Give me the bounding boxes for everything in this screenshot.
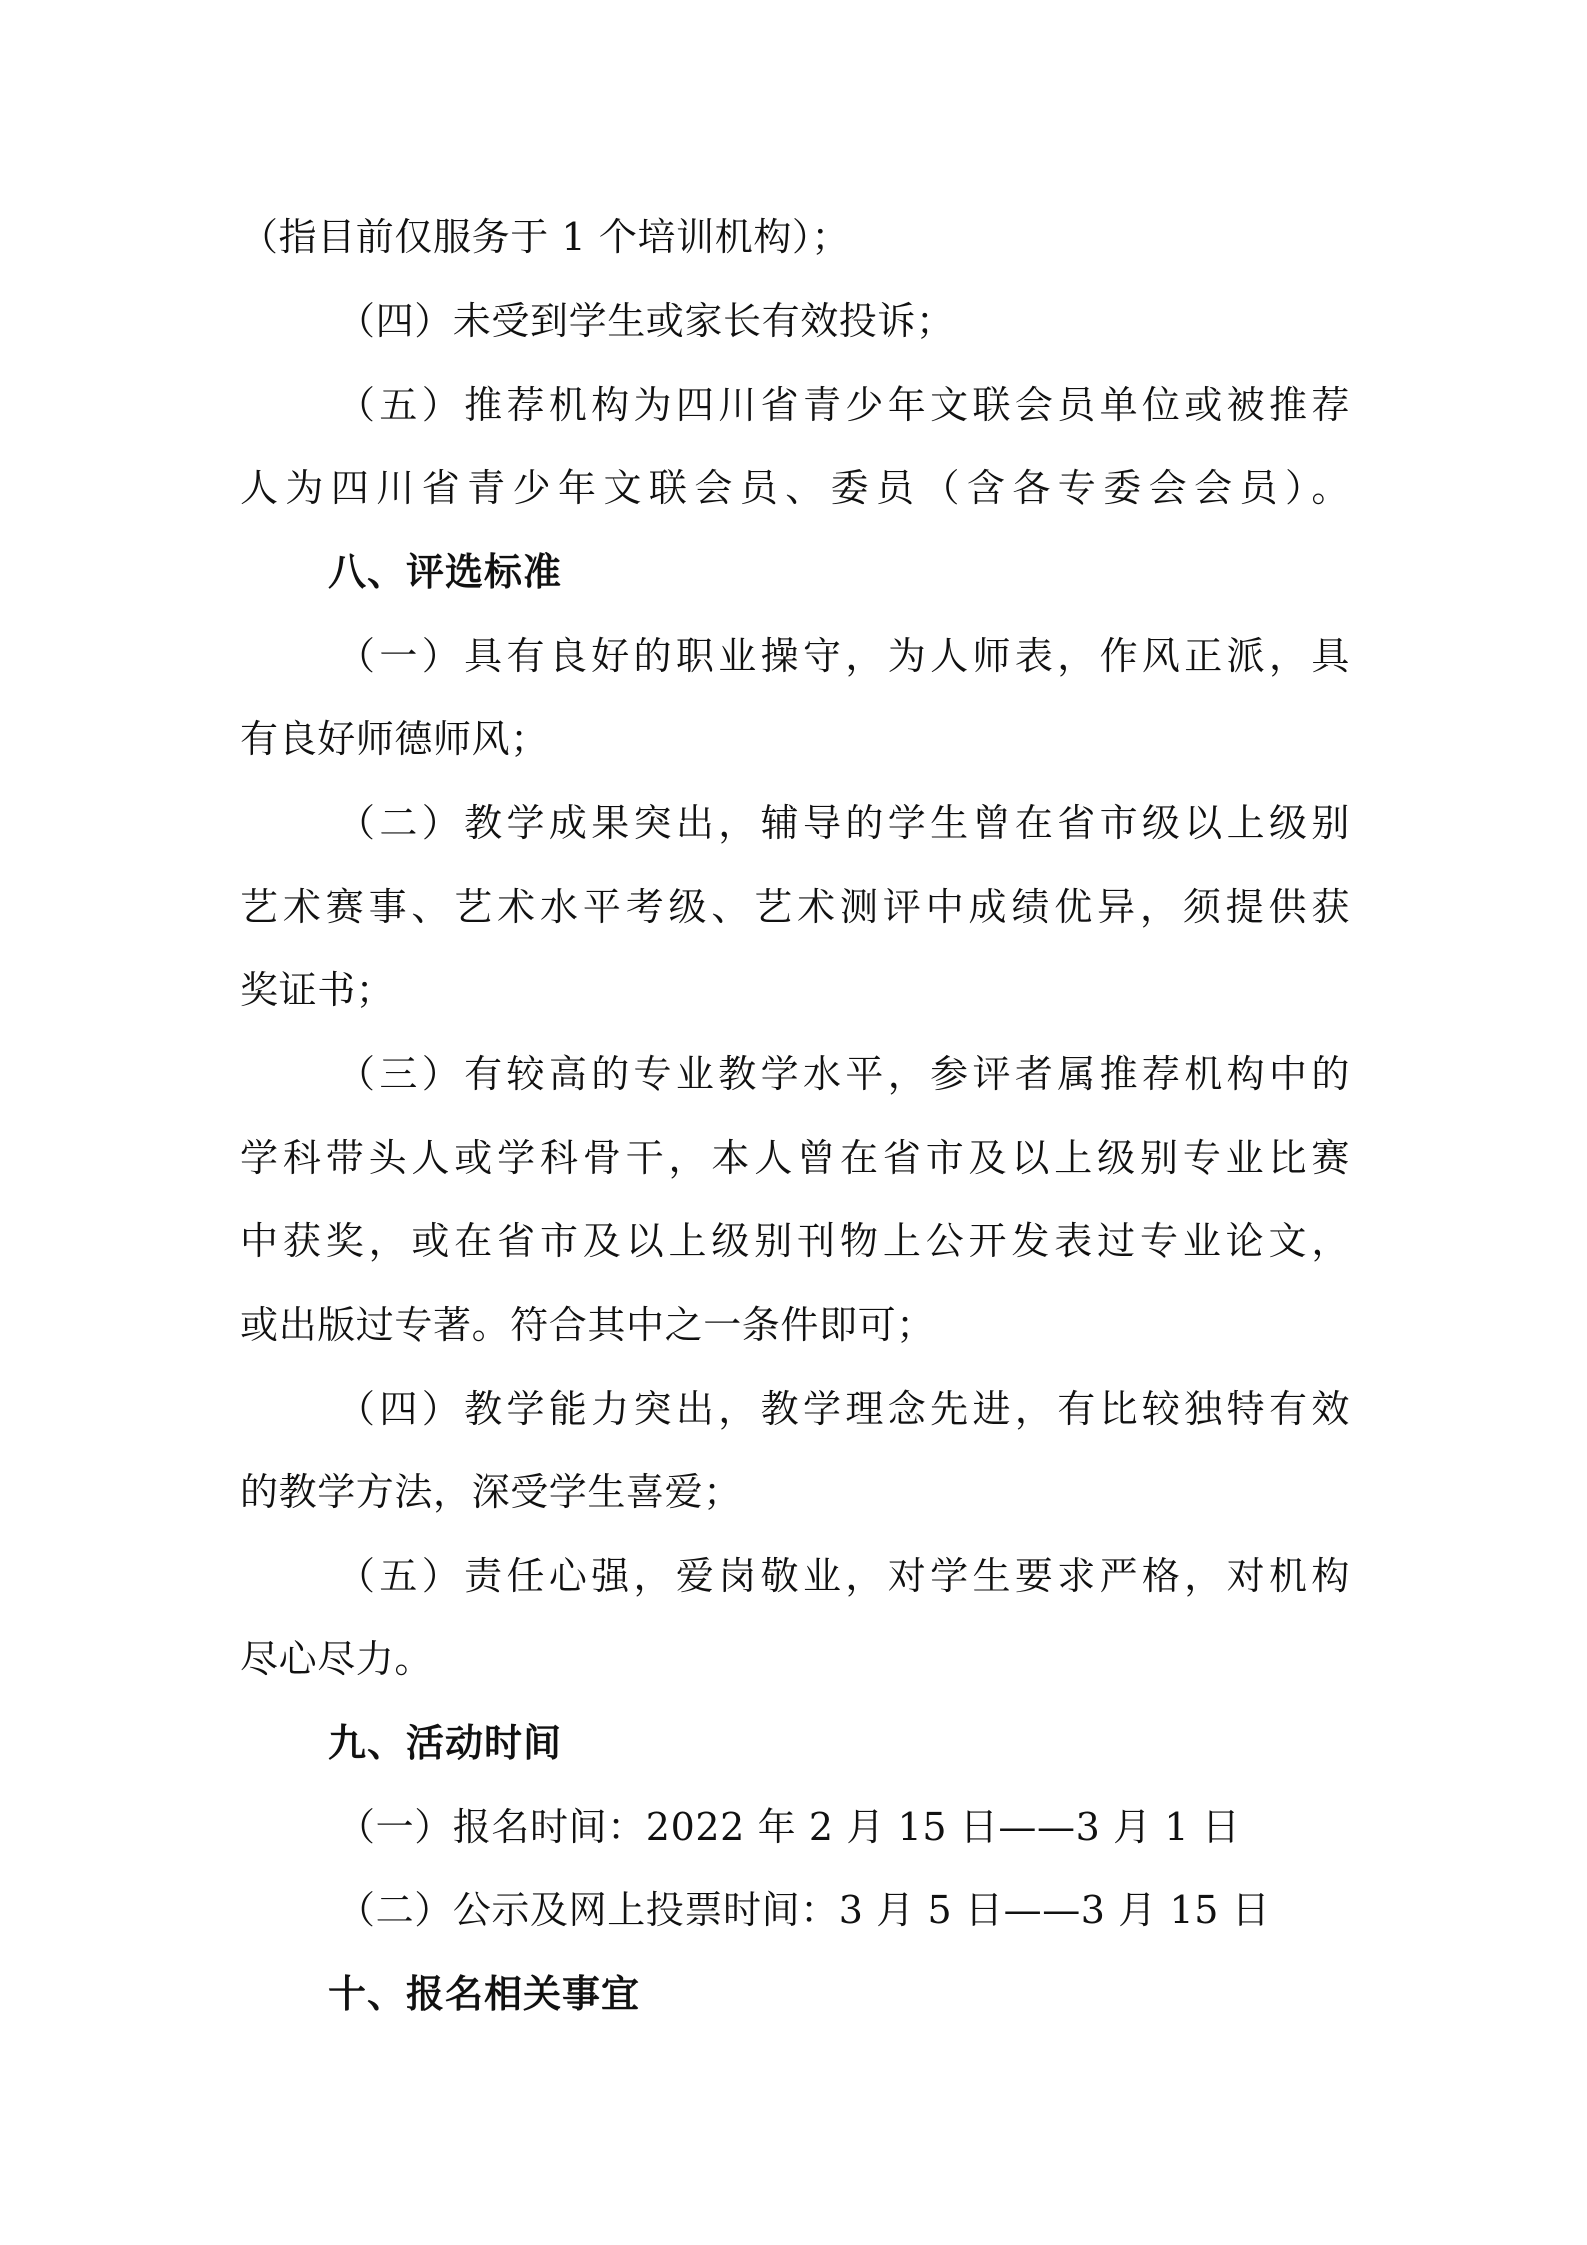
paragraph-line: （五）责任心强，爱岗敬业，对学生要求严格，对机构 [337,1554,1350,1598]
paragraph-line: （二）教学成果突出，辅导的学生曾在省市级以上级别 [337,801,1350,845]
paragraph-line: （一）具有良好的职业操守，为人师表，作风正派，具 [337,634,1350,678]
paragraph-line: （四）未受到学生或家长有效投诉； [337,299,955,343]
section-heading: 九、活动时间 [328,1721,563,1765]
paragraph-line: 奖证书； [240,968,395,1012]
paragraph-line: （二）公示及网上投票时间：3 月 5 日——3 月 15 日 [337,1888,1271,1932]
paragraph-line: （四）教学能力突出，教学理念先进，有比较独特有效 [337,1387,1350,1431]
paragraph-line: 有良好师德师风； [240,717,549,761]
paragraph-line: 的教学方法，深受学生喜爱； [240,1470,742,1514]
paragraph-line: （一）报名时间：2022 年 2 月 15 日——3 月 1 日 [337,1805,1241,1849]
paragraph-line: （三）有较高的专业教学水平，参评者属推荐机构中的 [337,1052,1350,1096]
paragraph-line: 中获奖，或在省市及以上级别刊物上公开发表过专业论文， [240,1219,1350,1263]
paragraph-line: （指目前仅服务于 1 个培训机构）； [240,215,851,259]
section-heading: 十、报名相关事宜 [328,1972,641,2016]
paragraph-line: 人为四川省青少年文联会员、委员（含各专委会会员）。 [240,466,1350,510]
paragraph-line: （五）推荐机构为四川省青少年文联会员单位或被推荐 [337,383,1350,427]
paragraph-line: 或出版过专著。符合其中之一条件即可； [240,1303,935,1347]
paragraph-line: 学科带头人或学科骨干，本人曾在省市及以上级别专业比赛 [240,1136,1350,1180]
section-heading: 八、评选标准 [328,550,563,594]
paragraph-line: 艺术赛事、艺术水平考级、艺术测评中成绩优异，须提供获 [240,885,1350,929]
paragraph-line: 尽心尽力。 [240,1637,434,1681]
